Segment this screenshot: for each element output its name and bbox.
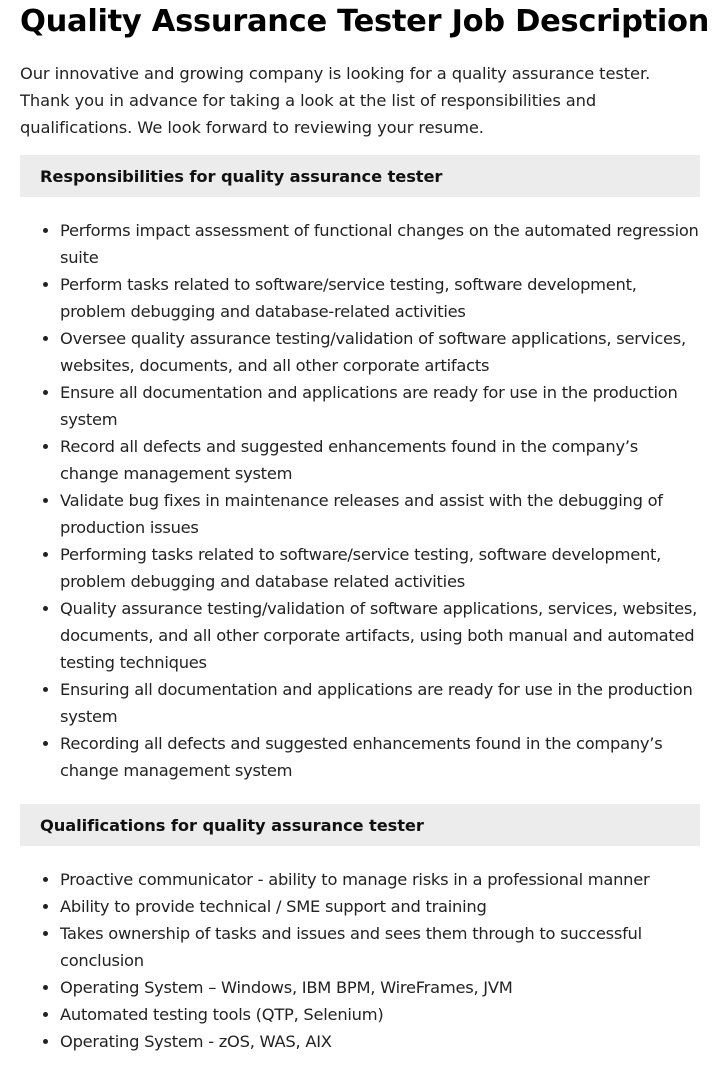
list-item: • Takes ownership of tasks and issues and sees them through to successful conclusion [60,920,700,974]
page-title: Quality Assurance Tester Job Description [20,4,710,39]
qualifications-list [20,866,700,1055]
intro-paragraph: Our innovative and growing company is looking for a quality assurance tester. Thank you in advance for taking a look at the list of responsibilities and qualifications. We look forward to reviewing your resume. [20,64,651,137]
list-item: • Automated testing tools (QTP, Selenium) [60,1001,700,1028]
list-item: • Operating System - zOS, WAS, AIX [60,1028,700,1055]
list-item: • Performing tasks related to software/service testing, software development, problem debugging and database related activities [60,541,700,595]
list-item: • Ability to provide technical / SME support and training [60,893,700,920]
list-item: • Operating System – Windows, IBM BPM, WireFrames, JVM [60,974,700,1001]
responsibilities-heading: Responsibilities for quality assurance tester [20,155,700,197]
list-item: • Recording all defects and suggested enhancements found in the company’s change management system [60,730,700,784]
list-item: • Ensuring all documentation and applications are ready for use in the production system [60,676,700,730]
list-item: • Validate bug fixes in maintenance releases and assist with the debugging of production issues [60,487,700,541]
list-item: • Oversee quality assurance testing/validation of software applications, services, websites, documents, and all other corporate artifacts [60,325,700,379]
list-item: • Ensure all documentation and applications are ready for use in the production system [60,379,700,433]
list-item: • Performs impact assessment of functional changes on the automated regression suite [60,217,700,271]
list-item: • Proactive communicator - ability to manage risks in a professional manner [60,866,700,893]
list-item: • Perform tasks related to software/service testing, software development, problem debugging and database-related activities [60,271,700,325]
list-item: • Quality assurance testing/validation of software applications, services, websites, documents, and all other corporate artifacts, using both manual and automated testing techniques [60,595,700,676]
qualifications-heading: Qualifications for quality assurance tester [20,804,700,846]
list-item: • Record all defects and suggested enhancements found in the company’s change management system [60,433,700,487]
responsibilities-list [20,217,700,784]
